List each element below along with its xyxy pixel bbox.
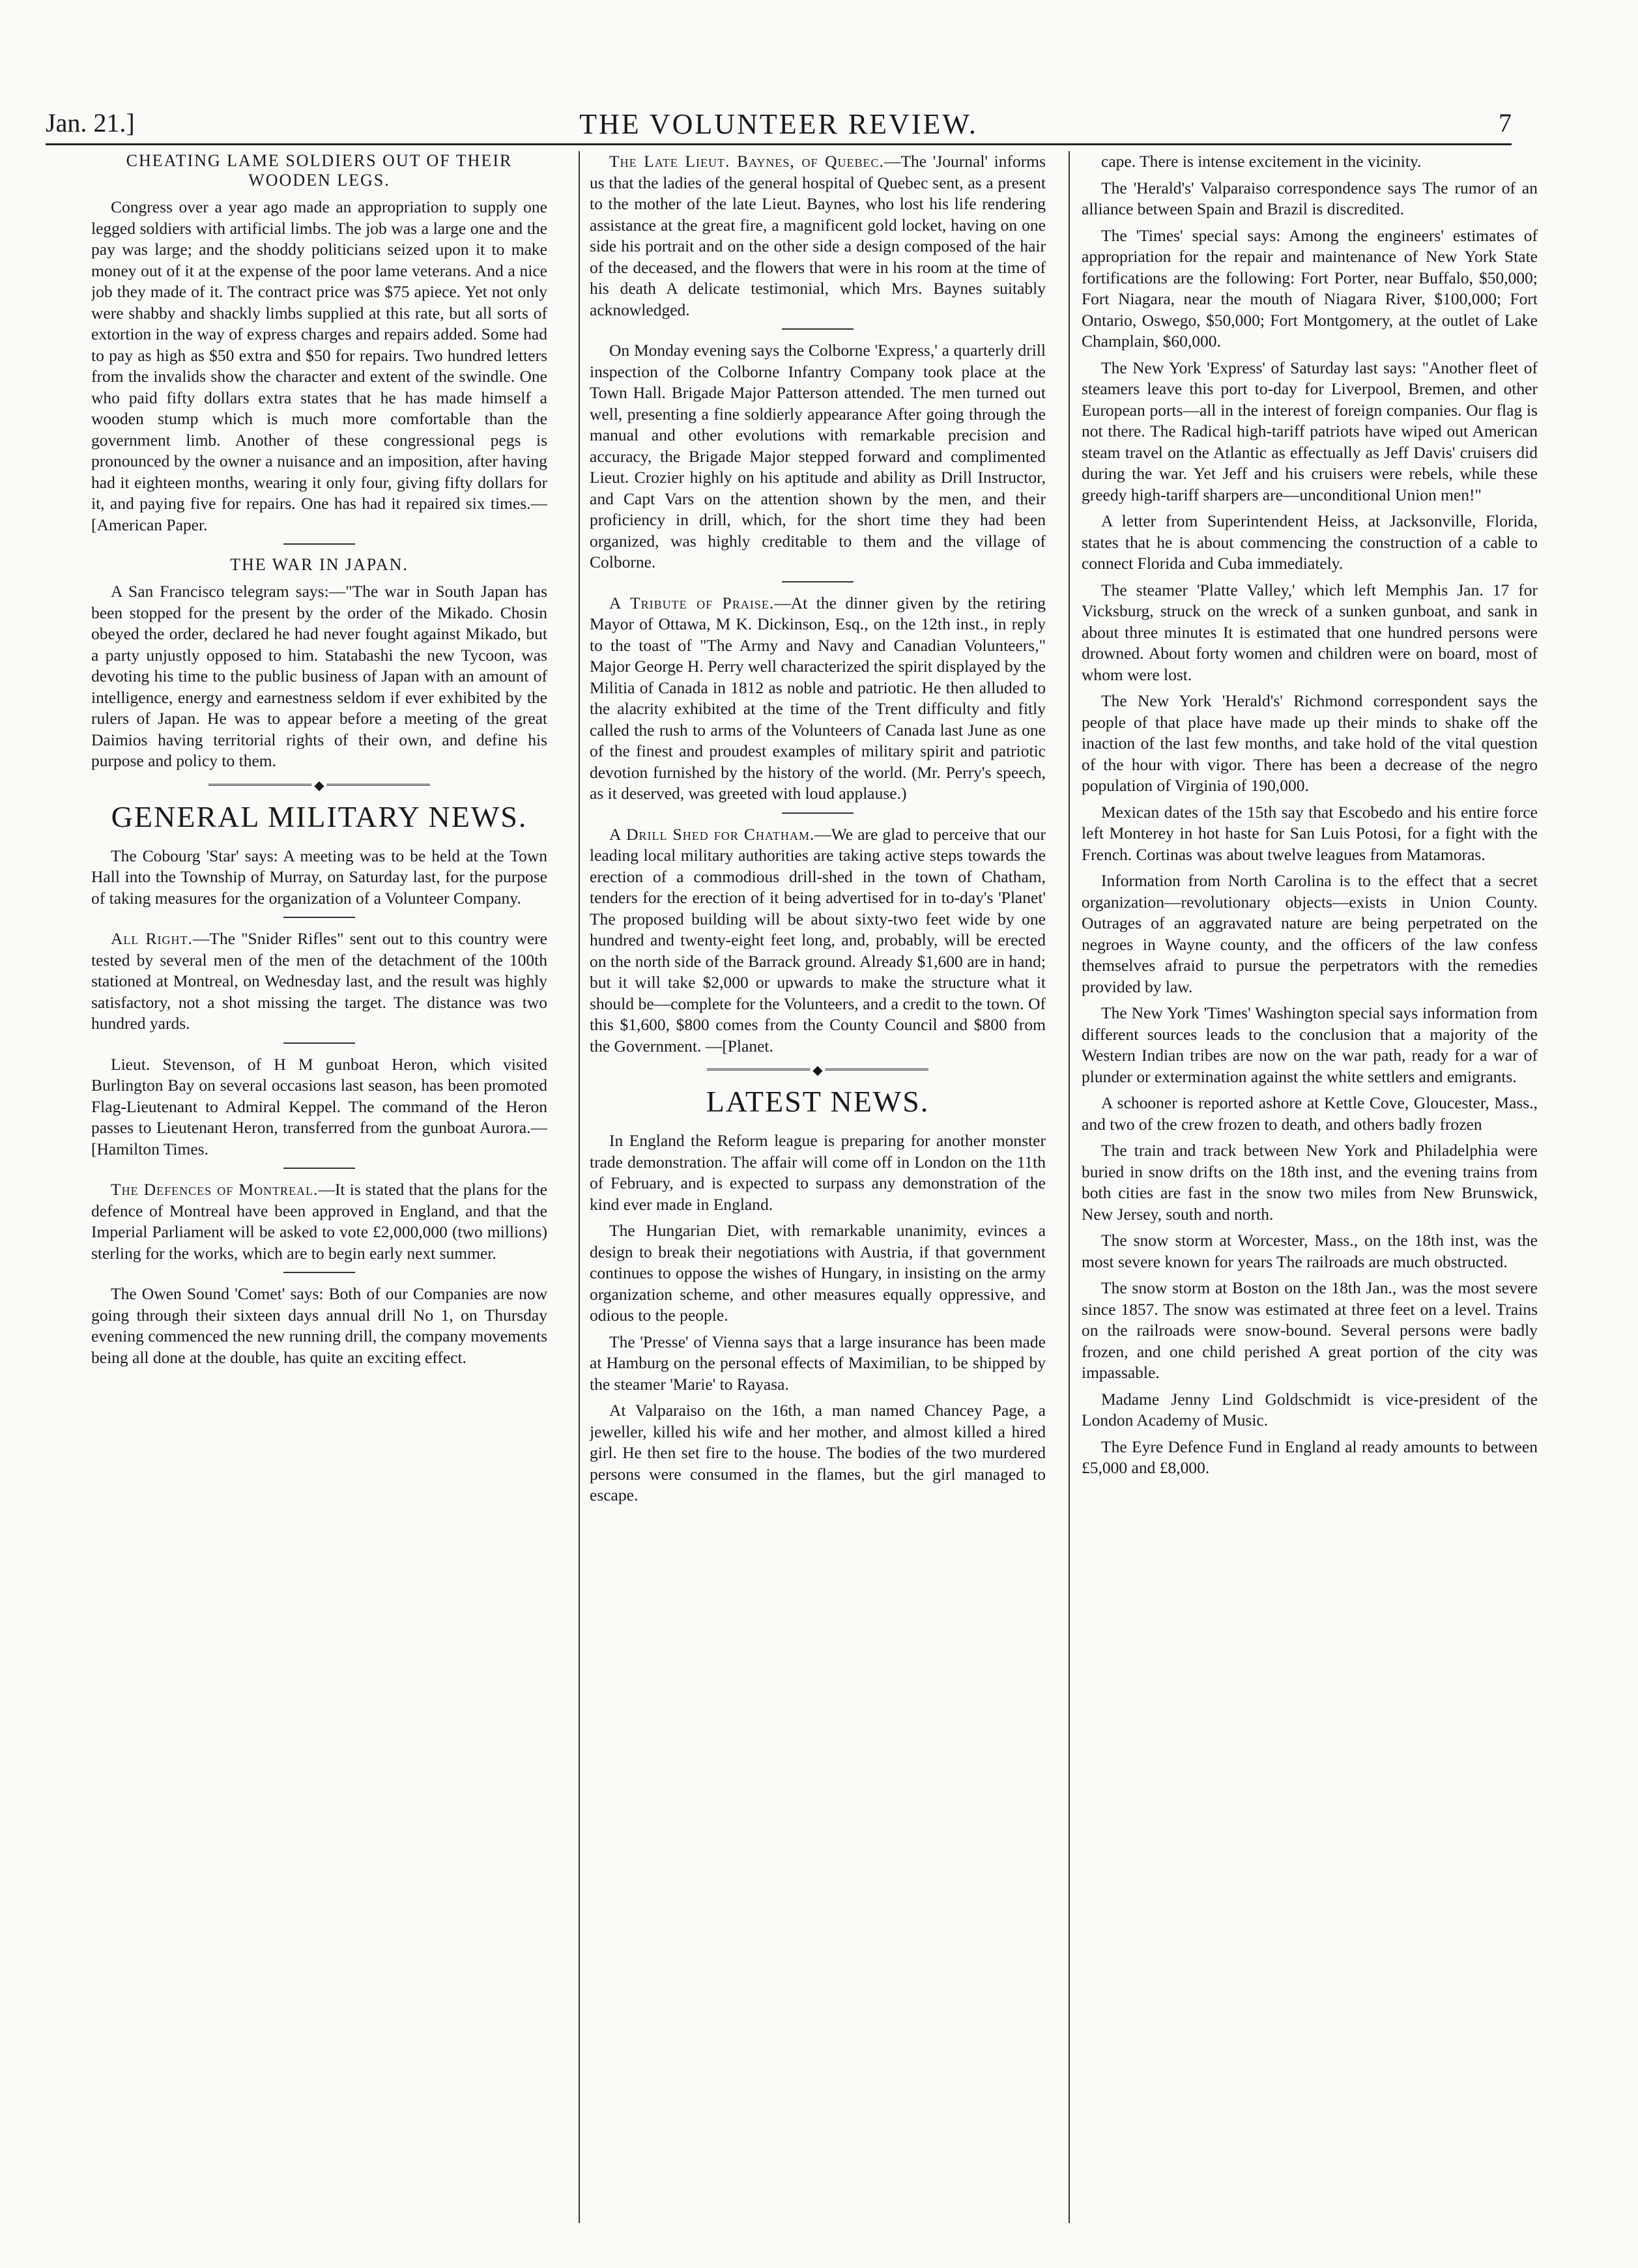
news-item: Mexican dates of the 15th say that Escobedo and his entire force left Monterey in hot haste for San Luis Potosi, for a fight with the French. Cortinas was about twelve leagues from Matamoras. bbox=[1082, 802, 1538, 864]
column-rule-1 bbox=[579, 151, 580, 2223]
news-item: The New York 'Herald's' Richmond correspondent says the people of that place have made up their minds to shake off the inaction of the last few months, and take hold of the vital question of the hour with vigor. There has been a decrease of the negro population of Virginia of 190,000. bbox=[1082, 691, 1538, 795]
separator bbox=[283, 1168, 355, 1169]
section-heading-latest-news: LATEST NEWS. bbox=[706, 1085, 930, 1118]
article-hungarian-diet: The Hungarian Diet, with remarkable unanimity, evinces a design to break their negotiations with Austria, if that government continues to oppose the wishes of Hungary, in insisting on the army organization scheme, and other measures equally oppressive, and odious to the people. bbox=[590, 1221, 1046, 1325]
ornament-divider bbox=[707, 1069, 928, 1073]
article-war-in-japan: A San Francisco telegram says:—"The war in South Japan has been stopped for the present by the order of the Mikado. Chosin obeyed the order, declared he had never fought against Mikado, but a party unjustly opposed to him. Statabashi the new Tycoon, was devoting his time to the public business of Japan with an amount of intelligence, energy and earnestness seldom if ever exhibited by the rulers of Japan. He was to appear before a meeting of the great Daimios having territorial rights of their own, and define his purpose and policy to them. bbox=[91, 582, 547, 770]
article-drill-shed-chatham bbox=[590, 824, 1046, 1057]
masthead bbox=[46, 108, 1512, 147]
article-reform-league: In England the Reform league is preparing for another monster trade demonstration. The affair will come off in London on the 11th of February, and is expected to surpass any demonstration of the kind ever made in England. bbox=[590, 1131, 1046, 1214]
news-item: The 'Times' special says: Among the engineers' estimates of appropriation for the repair and maintenance of New York State fortifications are the following: Fort Porter, near Buffalo, $50,000; Fort Niagara, near the mouth of Niagara River, $100,000; Fort Ontario, Oswego, $50,000; Fort Montgomery, at the outlet of Lake Champlain, $60,000. bbox=[1082, 225, 1538, 351]
news-item: cape. There is intense excitement in the vicinity. bbox=[1101, 152, 1422, 171]
lead-tribute-of-praise: A Tribute of Praise. bbox=[609, 593, 775, 612]
headline-cheating-lame-soldiers: CHEATING LAME SOLDIERS OUT OF THEIR WOODEN LEGS. bbox=[126, 151, 513, 190]
headline-war-in-japan: THE WAR IN JAPAN. bbox=[230, 555, 409, 574]
body-tribute-of-praise: —At the dinner given by the retiring Mayor of Ottawa, M K. Dickinson, Esq., on the 12th inst., in reply to the toast of "The Army and Navy and Canadian Volunteers," Major George H. Perry well characterized the spirit displayed by the Militia of Canada in 1812 as noble and patriotic. He then alluded to the alacrity exhibited at the time of the Trent difficulty and fitly called the rush to arms of the Volunteers of Canada last June as one of the finest and proudest examples of military spirit and patriotic devotion furnished by the history of the world. (Mr. Perry's speech, as it deserved, was greeted with loud applause.) bbox=[590, 593, 1046, 803]
news-item: The New York 'Times' Washington special says information from different sources leads to the conclusion that a majority of the Western Indian tribes are now on the war path, ready for a war of plunder or extermination against the white settlers and emigrants. bbox=[1082, 1003, 1538, 1086]
article-all-right bbox=[91, 928, 547, 1035]
news-item: The steamer 'Platte Valley,' which left Memphis Jan. 17 for Vicksburg, struck on the wreck of a sunken gunboat, and sank in about three minutes It is estimated that one hundred persons were drowned. About forty women and children were on board, most of whom were lost. bbox=[1082, 580, 1538, 684]
lead-all-right: All Right. bbox=[111, 929, 193, 948]
page-number: 7 bbox=[1499, 108, 1512, 137]
body-late-lieut-baynes: —The 'Journal' informs us that the ladies of the general hospital of Quebec sent, as a present to the mother of the late Lieut. Baynes, who lost his life rendering assistance at the great fire, a magnificent gold locket, having on one side his portrait and on the other side a design composed of the hair of the deceased, and the flowers that were in his room at the time of his death A delicate testimonial, which Mrs. Baynes suitably acknowledged. bbox=[590, 152, 1046, 319]
newspaper-title: THE VOLUNTEER REVIEW. bbox=[579, 108, 978, 140]
article-lieut-stevenson: Lieut. Stevenson, of H M gunboat Heron, which visited Burlington Bay on several occasions last season, has been promoted Flag-Lieutenant to Admiral Keppel. The command of the Heron passes to Lieutenant Heron, transferred from the gunboat Aurora.—[Hamilton Times. bbox=[91, 1054, 547, 1158]
news-item: Madame Jenny Lind Goldschmidt is vice-president of the London Academy of Music. bbox=[1082, 1389, 1538, 1429]
news-item: A letter from Superintendent Heiss, at Jacksonville, Florida, states that he is about commencing the construction of a cable to connect Florida and Cuba immediately. bbox=[1082, 511, 1538, 573]
news-item: The 'Herald's' Valparaiso correspondence says The rumor of an alliance between Spain and Brazil is discredited. bbox=[1082, 178, 1538, 218]
article-cobourg-star: The Cobourg 'Star' says: A meeting was to be held at the Town Hall into the Township of Murray, on Saturday last, for the purpose of taking measures for the organization of a Volunteer Company. bbox=[91, 846, 547, 908]
body-all-right: —The "Snider Rifles" sent out to this country were tested by several men of the men of the detachment of the 100th stationed at Montreal, on Wednesday last, and the result was highly satisfactory, not a shot missing the target. The distance was two hundred yards. bbox=[91, 929, 547, 1033]
lead-late-lieut-baynes: The Late Lieut. Baynes, of Quebec. bbox=[609, 152, 884, 171]
news-item: Information from North Carolina is to the effect that a secret organization—revolutionary objects—exists in Union County. Outrages of an aggravated nature are being perpetrated on the negroes in Wayne county, and the officers of the law confess themselves afraid to pursue the perpetrators with the remedies provided by law. bbox=[1082, 871, 1538, 996]
article-presse-vienna: The 'Presse' of Vienna says that a large insurance has been made at Hamburg on the personal effects of Maximilian, to be shipped by the steamer 'Marie' to Rayasa. bbox=[590, 1332, 1046, 1394]
column-3 bbox=[1082, 151, 1538, 2236]
news-item: The train and track between New York and Philadelphia were buried in snow drifts on the 18th inst, and the evening trains from both cities are fast in the snow two miles from New Brunswick, New Jersey, south and north. bbox=[1082, 1141, 1538, 1224]
separator bbox=[283, 1272, 355, 1273]
article-valparaiso-murder: At Valparaiso on the 16th, a man named Chancey Page, a jeweller, killed his wife and her mother, and almost killed a hired girl. He then set fire to the house. The bodies of the two murdered persons were consumed in the flames, but the girl managed to escape. bbox=[590, 1401, 1046, 1504]
news-item: A schooner is reported ashore at Kettle Cove, Gloucester, Mass., and two of the crew frozen to death, and others badly frozen bbox=[1082, 1093, 1538, 1134]
lead-drill-shed-chatham: A Drill Shed for Chatham. bbox=[609, 824, 815, 844]
article-late-lieut-baynes bbox=[590, 151, 1046, 321]
header-rule bbox=[46, 143, 1512, 145]
separator bbox=[283, 917, 355, 918]
section-heading-general-military-news: GENERAL MILITARY NEWS. bbox=[111, 799, 528, 833]
article-defences-of-montreal bbox=[91, 1179, 547, 1264]
news-item: The New York 'Express' of Saturday last says: "Another fleet of steamers leave this port to-day for Liverpool, Bremen, and other European ports—all in the interest of foreign companies. Our flag is not there. The Radical high-tariff patriots have wiped out American steam travel on the Atlantic as effectually as Jeff Davis' cruisers did during the war. Yet Jeff and his cruisers were rebels, while these greedy high-tariff sharpers are—unconditional Union men!" bbox=[1082, 358, 1538, 504]
news-item: The snow storm at Boston on the 18th Jan., was the most severe since 1857. The snow was estimated at three feet on a level. Trains on the railroads were snow-bound. Several persons were badly frozen, and one child perished A great portion of the city was impassable. bbox=[1082, 1278, 1538, 1382]
article-owen-sound-comet: The Owen Sound 'Comet' says: Both of our Companies are now going through their sixteen days annual drill No 1, on Thursday evening commenced the new running drill, the company movements being all done at the double, has quite an exciting effect. bbox=[91, 1284, 547, 1367]
lead-defences-of-montreal: The Defences of Montreal. bbox=[111, 1180, 319, 1199]
column-rule-2 bbox=[1069, 151, 1070, 2223]
body-drill-shed-chatham: —We are glad to perceive that our leading local military authorities are taking active steps towards the erection of a commodious drill-shed in the town of Chatham, tenders for the erection of it being advertised for in to-day's 'Planet' The proposed building will be about sixty-two feet wide by one hundred and twenty-eight feet long, and, probably, will be erected on the north side of the Barrack ground. Already $1,600 are in hand; but it will take $2,000 or upwards to make the structure what it should be—complete for the Volunteers, and a credit to the town. Of this $1,600, $800 comes from the County Council and $800 from the Government. —[Planet. bbox=[590, 824, 1046, 1055]
separator bbox=[283, 1042, 355, 1044]
issue-date: Jan. 21.] bbox=[46, 108, 135, 137]
body-defences-of-montreal: —It is stated that the plans for the defence of Montreal have been approved in England, and that the Imperial Parliament will be asked to vote £2,000,000 (two millions) sterling for the works, which are to begin early next summer. bbox=[91, 1180, 547, 1263]
column-1 bbox=[91, 151, 547, 2236]
separator bbox=[782, 328, 854, 330]
news-item: The snow storm at Worcester, Mass., on the 18th inst, was the most severe known for years The railroads are much obstructed. bbox=[1082, 1231, 1538, 1271]
article-tribute-of-praise bbox=[590, 593, 1046, 805]
article-colborne-express: On Monday evening says the Colborne 'Express,' a quarterly drill inspection of the Colborne Infantry Company took place at the Town Hall. Brigade Major Patterson attended. The men turned out well, presenting a fine soldierly appearance After going through the manual and other evolutions with remarkable precision and accuracy, the Brigade Major stepped forward and complimented Lieut. Crozier highly on his aptitude and ability as Drill Instructor, and Capt Vars on the attention shown by the men, and their proficiency in drill, which, for the short time they had been organized, was highly creditable to them and the village of Colborne. bbox=[590, 341, 1046, 571]
separator bbox=[283, 543, 355, 545]
ornament-divider bbox=[208, 784, 430, 788]
separator bbox=[782, 581, 854, 582]
news-item: The Eyre Defence Fund in England al ready amounts to between £5,000 and £8,000. bbox=[1082, 1437, 1538, 1477]
article-cheating-lame-soldiers: Congress over a year ago made an appropriation to supply one legged soldiers with artificial limbs. The job was a large one and the pay was large; and the shoddy politicians seized upon it to make money out of it at the expense of the poor lame veterans. And a nice job they made of it. The contract price was $75 apiece. Yet not only were shabby and shackly limbs supplied at this rate, but all sorts of extortion in the way of express charges and repairs added. Some had to pay as high as $50 extra and $50 for repairs. Two hundred letters from the invalids show the character and extent of the swindle. One who paid fifty dollars extra states that he has made himself a wooden stump which is much more comfortable than the government limb. Another of these congressional pegs is pronounced by the owner a nuisance and an imposition, after having had it eighteen months, wearing it only four, giving fifty dollars for it, and paying five for repairs. One has had it repaired six times.—[American Paper. bbox=[91, 197, 547, 534]
column-2 bbox=[590, 151, 1046, 2236]
separator bbox=[782, 812, 854, 814]
